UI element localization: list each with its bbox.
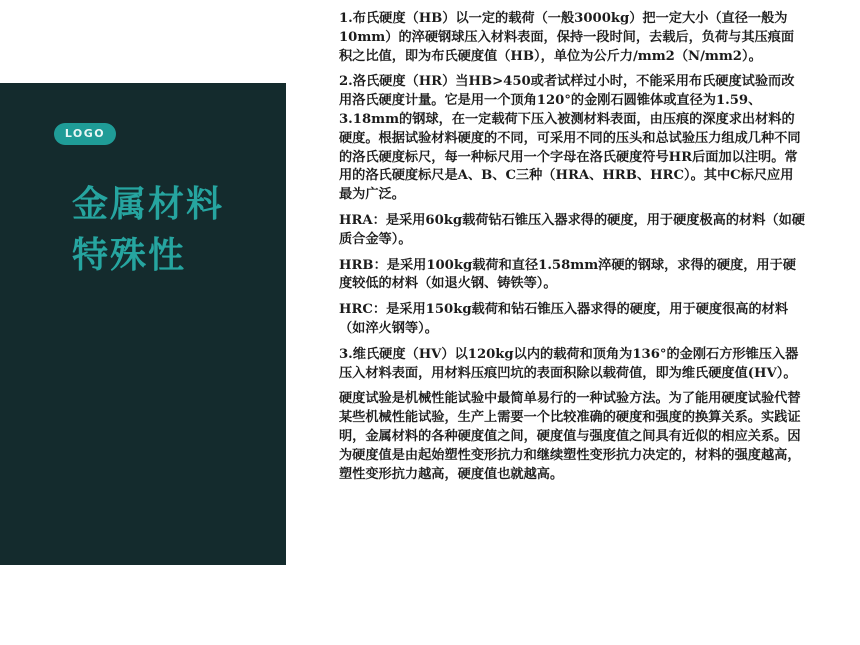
paragraph-hrc: HRC：是采用150kg载荷和钻石锥压入器求得的硬度，用于硬度很高的材料（如淬火钢等）。 [339, 302, 789, 336]
body-text [339, 10, 805, 491]
paragraph-rockwell-hardness: 2.洛氏硬度（HR）当HB>450或者试样过小时，不能采用布氏硬度试验而改用洛氏硬度计量。它是用一个顶角120°的金刚石圆锥体或直径为1.59、3.18mm的钢球，在一定载荷下压入被测材料表面，由压痕的深度求出材料的硬度。根据试验材料硬度的不同，可采用不同的压头和总试验压力组成几种不同的洛氏硬度标尺，每一种标尺用一个字母在洛氏硬度符号HR后面加以注明。常用的洛氏硬度标尺是A、B、C三种（HRA、HRB、HRC）。其中C标尺应用最为广泛。 [339, 74, 801, 203]
logo-badge: LOGO [54, 123, 116, 145]
paragraph-brinell-hardness: 1.布氏硬度（HB）以一定的载荷（一般3000kg）把一定大小（直径一般为10mm）的淬硬钢球压入材料表面，保持一段时间，去载后，负荷与其压痕面积之比值，即为布氏硬度值（HB），单位为公斤力/mm2（N/mm2）。 [339, 11, 795, 64]
slide-title-line-2: 特殊性 [72, 235, 187, 277]
title-panel [0, 83, 286, 565]
paragraph-vickers-hardness: 3.维氏硬度（HV）以120kg以内的载荷和顶角为136°的金刚石方形锥压入器压入材料表面，用材料压痕凹坑的表面积除以载荷值，即为维氏硬度值(HV）。 [339, 346, 799, 381]
slide-title-line-1: 金属材料 [72, 184, 225, 225]
paragraph-hra: HRA：是采用60kg载荷钻石锥压入器求得的硬度，用于硬度极高的材料（如硬质合金等）。 [339, 212, 805, 247]
paragraph-hrb: HRB：是采用100kg载荷和直径1.58mm淬硬的钢球，求得的硬度，用于硬度较低的材料（如退火钢、铸铁等）。 [339, 257, 796, 292]
paragraph-hardness-summary: 硬度试验是机械性能试验中最简单易行的一种试验方法。为了能用硬度试验代替某些机械性能试验，生产上需要一个比较准确的硬度和强度的换算关系。实践证明，金属材料的各种硬度值之间，硬度值与强度值之间具有近似的相应关系。因为硬度值是由起始塑性变形抗力和继续塑性变形抗力决定的，材料的强度越高，塑性变形抗力越高，硬度值也就越高。 [339, 391, 801, 482]
slide-title [72, 179, 224, 281]
